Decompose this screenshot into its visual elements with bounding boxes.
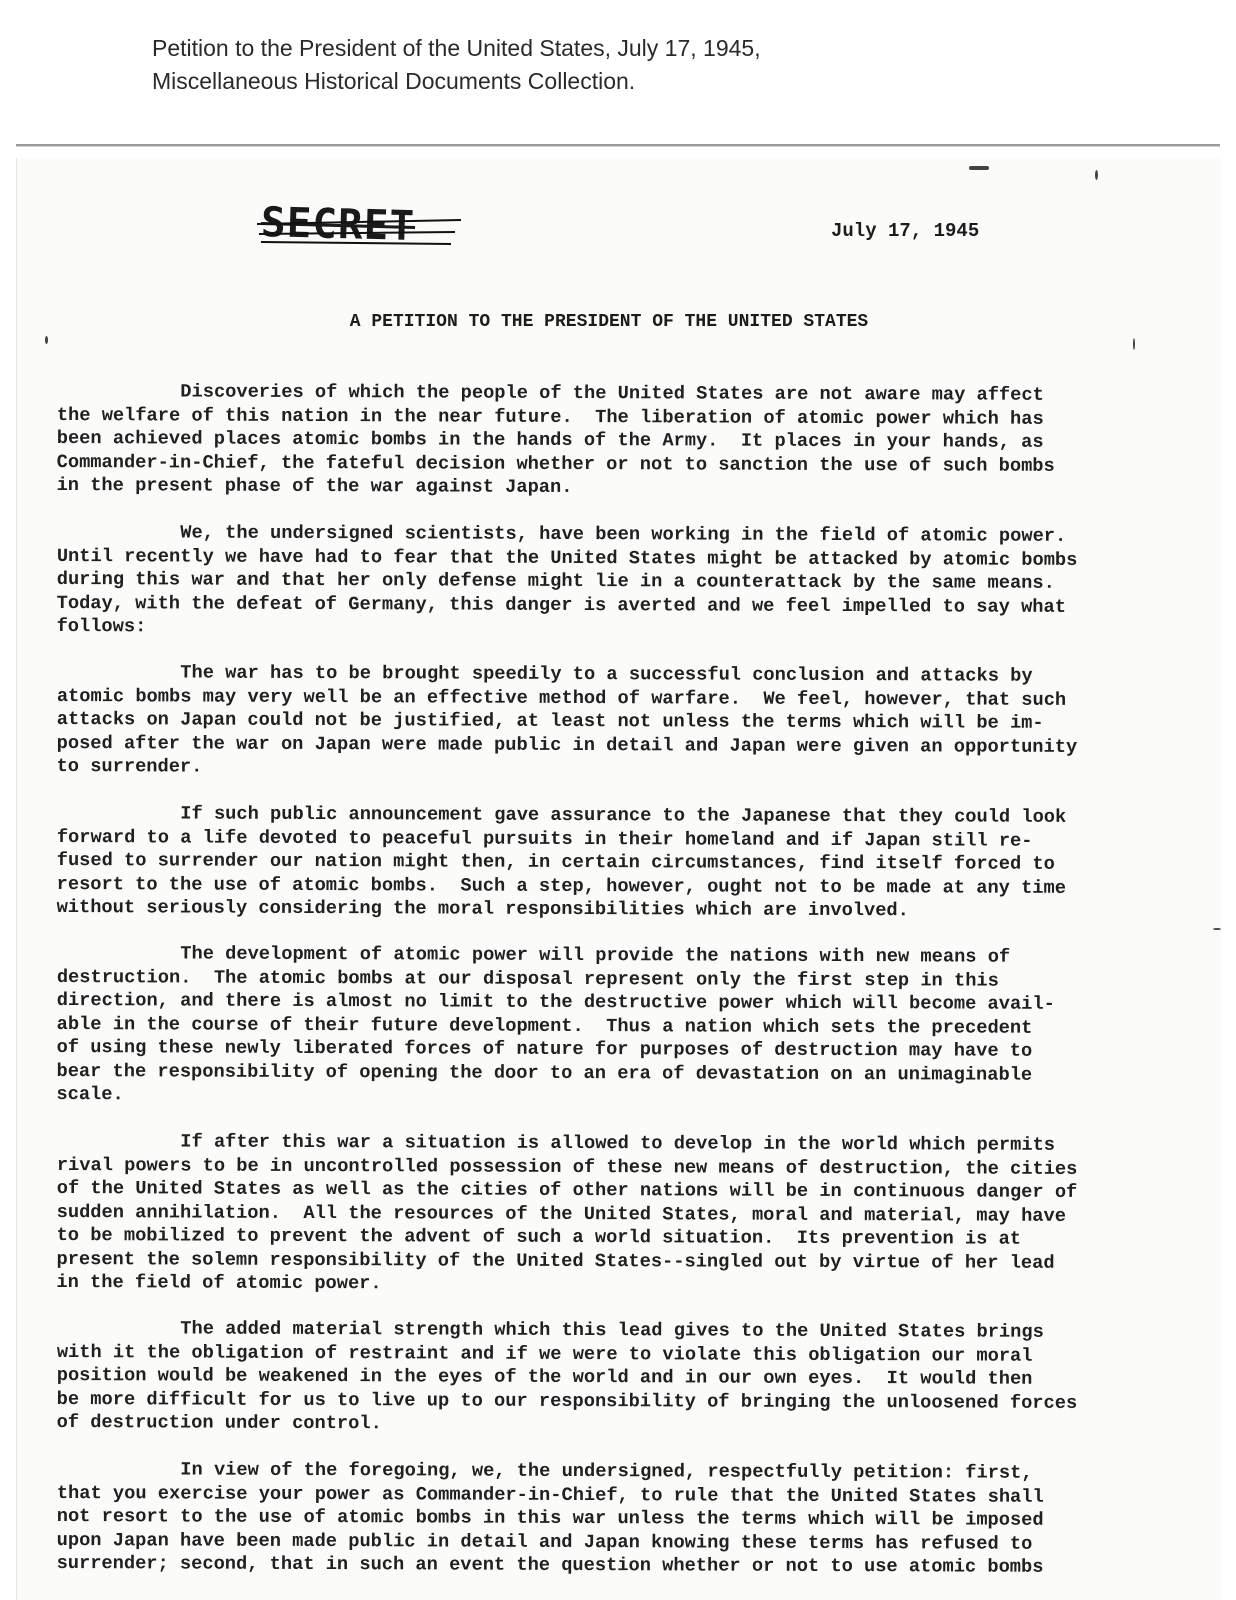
paragraph-line: that you exercise your power as Commander-in-Chief, to rule that the United States shall bbox=[56, 1480, 1044, 1507]
paragraph-line: scale. bbox=[56, 1082, 124, 1106]
paragraph-line: the welfare of this nation in the near future. The liberation of atomic power which has bbox=[56, 403, 1044, 430]
paragraph-line: Today, with the defeat of Germany, this danger is averted and we feel impelled to say what bbox=[56, 590, 1067, 617]
paragraph-line: upon Japan have been made public in detail and Japan knowing these terms has refused to bbox=[56, 1527, 1033, 1554]
paragraph-line: destruction. The atomic bombs at our disposal represent only the first step in this bbox=[56, 965, 999, 992]
paragraph-line: to surrender. bbox=[56, 754, 203, 778]
paragraph-line: been achieved places atomic bombs in the hands of the Army. It places in your hands, as bbox=[56, 426, 1044, 453]
caption-line-2: Miscellaneous Historical Documents Collection. bbox=[152, 68, 636, 94]
paragraph-line: not resort to the use of atomic bombs in this war unless the terms which will be imposed bbox=[56, 1504, 1044, 1531]
scan-speck bbox=[1095, 170, 1098, 180]
paragraph-line: forward to a life devoted to peaceful pursuits in their homeland and if Japan still re- bbox=[56, 824, 1033, 851]
paragraph-line: during this war and that her only defense might lie in a counterattack by the same means. bbox=[56, 567, 1055, 594]
paragraph-line: to be mobilized to prevent the advent of such a world situation. Its prevention is at bbox=[56, 1223, 1022, 1250]
petition-paragraph bbox=[57, 521, 1187, 643]
scan-speck bbox=[1133, 338, 1135, 350]
paragraph-line: in the field of atomic power. bbox=[56, 1270, 382, 1294]
caption-divider bbox=[16, 144, 1220, 147]
paragraph-line: with it the obligation of restraint and if we were to violate this obligation our moral bbox=[56, 1340, 1033, 1367]
petition-body bbox=[57, 380, 1187, 1598]
paragraph-line: Until recently we have had to fear that the United States might be attacked by atomic bombs bbox=[56, 543, 1078, 570]
paragraph-line: If after this war a situation is allowed to develop in the world which permits bbox=[56, 1129, 1056, 1156]
paragraph-line: surrender; second, that in such an event the question whether or not to use atomic bombs bbox=[56, 1551, 1044, 1578]
petition-paragraph bbox=[57, 1317, 1187, 1439]
secret-stamp: SECRET bbox=[260, 197, 416, 251]
paragraph-line: in the present phase of the war against Japan. bbox=[56, 473, 573, 498]
paragraph-line: We, the undersigned scientists, have been working in the field of atomic power. bbox=[56, 520, 1067, 547]
paragraph-line: sudden annihilation. All the resources of the United States, moral and material, may have bbox=[56, 1199, 1067, 1226]
paragraph-line: The development of atomic power will provide the nations with new means of bbox=[56, 942, 1011, 968]
paragraph-line: follows: bbox=[56, 614, 147, 637]
petition-paragraph bbox=[56, 1130, 1187, 1299]
paragraph-line: fused to surrender our nation might then, in certain circumstances, find itself forced to bbox=[56, 848, 1055, 875]
paragraph-line: If such public announcement gave assurance to the Japanese that they could look bbox=[56, 801, 1067, 828]
paragraph-line: be more difficult for us to live up to our responsibility of bringing the unloosened forces bbox=[56, 1387, 1078, 1414]
collection-caption bbox=[152, 32, 761, 98]
paragraph-line: The war has to be brought speedily to a successful conclusion and attacks by bbox=[56, 661, 1033, 687]
paragraph-line: bear the responsibility of opening the door to an era of devastation on an unimaginable bbox=[56, 1059, 1033, 1086]
paragraph-line: resort to the use of atomic bombs. Such a step, however, ought not to be made at any time bbox=[56, 871, 1067, 898]
paragraph-line: attacks on Japan could not be justified, at least not unless the terms which will be im- bbox=[56, 707, 1044, 734]
petition-paragraph bbox=[57, 1458, 1187, 1580]
petition-paragraph bbox=[57, 802, 1187, 924]
document-title: A PETITION TO THE PRESIDENT OF THE UNITED STATES bbox=[349, 312, 869, 332]
paragraph-line: of the United States as well as the cities of other nations will be in continuous danger of bbox=[56, 1176, 1078, 1203]
paragraph-line: The added material strength which this lead gives to the United States brings bbox=[56, 1317, 1044, 1343]
document-date: July 17, 1945 bbox=[831, 220, 980, 242]
paragraph-line: direction, and there is almost no limit to the destructive power which will become avail- bbox=[56, 988, 1055, 1015]
petition-paragraph bbox=[57, 661, 1187, 783]
paragraph-line: able in the course of their future development. Thus a nation which sets the precedent bbox=[56, 1012, 1033, 1039]
paragraph-line: present the solemn responsibility of the United States--singled out by virtue of her lead bbox=[56, 1246, 1055, 1273]
paragraph-line: In view of the foregoing, we, the undersigned, respectfully petition: first, bbox=[56, 1457, 1033, 1484]
stamp-strike-lines bbox=[255, 210, 465, 250]
scan-speck bbox=[1213, 928, 1221, 930]
paragraph-line: rival powers to be in uncontrolled possession of these new means of destruction, the cities bbox=[56, 1152, 1078, 1179]
petition-paragraph bbox=[57, 380, 1187, 502]
paragraph-line: atomic bombs may very well be an effective method of warfare. We feel, however, that such bbox=[56, 684, 1067, 711]
paragraph-line: without seriously considering the moral responsibilities which are involved. bbox=[56, 895, 909, 921]
scan-speck bbox=[45, 336, 48, 344]
paragraph-line: Discoveries of which the people of the United States are not aware may affect bbox=[56, 380, 1044, 406]
caption-line-1: Petition to the President of the United States, July 17, 1945, bbox=[152, 35, 761, 61]
scan-speck bbox=[969, 166, 989, 170]
paragraph-line: position would be weakened in the eyes of the world and in our own eyes. It would then bbox=[56, 1363, 1033, 1390]
petition-paragraph bbox=[56, 942, 1187, 1111]
paragraph-line: of destruction under control. bbox=[56, 1410, 382, 1435]
paragraph-line: Commander-in-Chief, the fateful decision whether or not to sanction the use of such bombs bbox=[56, 450, 1055, 477]
paragraph-line: posed after the war on Japan were made public in detail and Japan were given an opportunity bbox=[56, 731, 1078, 758]
paragraph-line: of using these newly liberated forces of nature for purposes of destruction may have to bbox=[56, 1035, 1033, 1062]
scanned-document-page bbox=[16, 158, 1221, 1600]
